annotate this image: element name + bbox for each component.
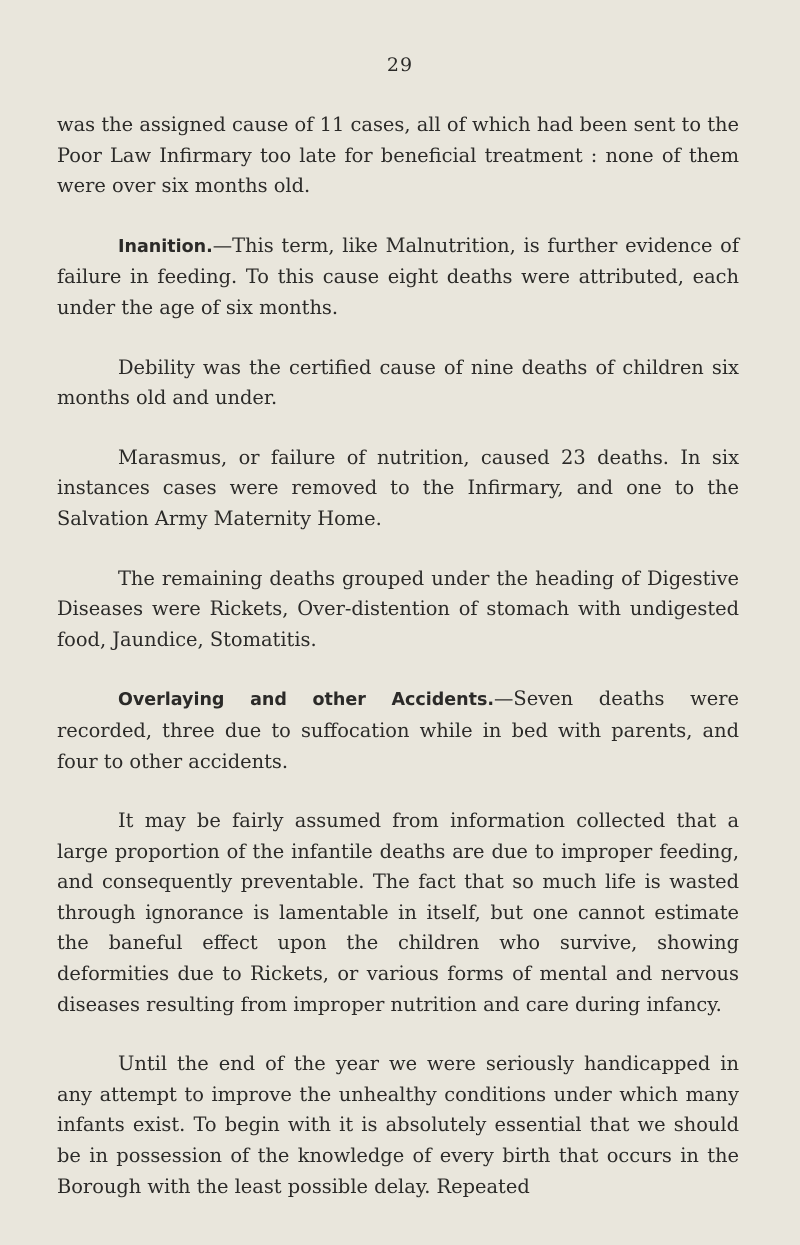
page-number: 29 bbox=[386, 54, 414, 76]
paragraph-poor-law-cases bbox=[57, 110, 739, 202]
paragraph-text: It may be fairly assumed from information collected that a large proportion of the infantile deaths are due to improper feeding, and consequently preventable. The fact that so much life is wasted through ignorance is lamentable in itself, but one cannot estimate the baneful effect upon the children who survive, showing deformities due to Rickets, or various forms of mental and nervous diseases resulting from improper nutrition and care during infancy. bbox=[57, 809, 739, 1016]
paragraph-text: —This term, like Malnutrition, is further evidence of failure in feeding. To this cause eight deaths were attributed, each under the age of six months. bbox=[57, 233, 739, 319]
section-heading-inanition: Inanition. bbox=[118, 236, 213, 257]
paragraph-inanition bbox=[57, 231, 739, 324]
paragraph-text: Until the end of the year we were seriously handicapped in any attempt to improve the unhealthy conditions under which many infants exist. To begin with it is absolutely essential that we should be in possession of the knowledge of every birth that occurs in the Borough with the least possible delay. Repeated bbox=[57, 1052, 739, 1198]
paragraph-digestive-diseases bbox=[57, 564, 739, 656]
paragraph-text: Debility was the certified cause of nine deaths of children six months old and under. bbox=[57, 355, 739, 410]
paragraph-debility bbox=[57, 353, 739, 414]
body-text bbox=[57, 110, 739, 1231]
paragraph-overlaying-accidents bbox=[57, 684, 739, 777]
paragraph-text: Marasmus, or failure of nutrition, caused 23 deaths. In six instances cases were removed to the Infirmary, and one to the Salvation Army Maternity Home. bbox=[57, 445, 739, 530]
paragraph-marasmus bbox=[57, 443, 739, 535]
paragraph-text: —Seven deaths were recorded, three due to suffocation while in bed with parents, and four to other accidents. bbox=[57, 687, 739, 773]
paragraph-improper-feeding bbox=[57, 806, 739, 1020]
paragraph-text: The remaining deaths grouped under the heading of Digestive Diseases were Rickets, Over-distention of stomach with undigested food, Jaundice, Stomatitis. bbox=[57, 566, 739, 651]
paragraph-handicapped bbox=[57, 1049, 739, 1202]
section-heading-overlaying: Overlaying and other Accidents. bbox=[118, 690, 495, 711]
paragraph-text: was the assigned cause of 11 cases, all of which had been sent to the Poor Law Infirmary too late for beneficial treatment : none of them were over six months old. bbox=[57, 113, 739, 198]
